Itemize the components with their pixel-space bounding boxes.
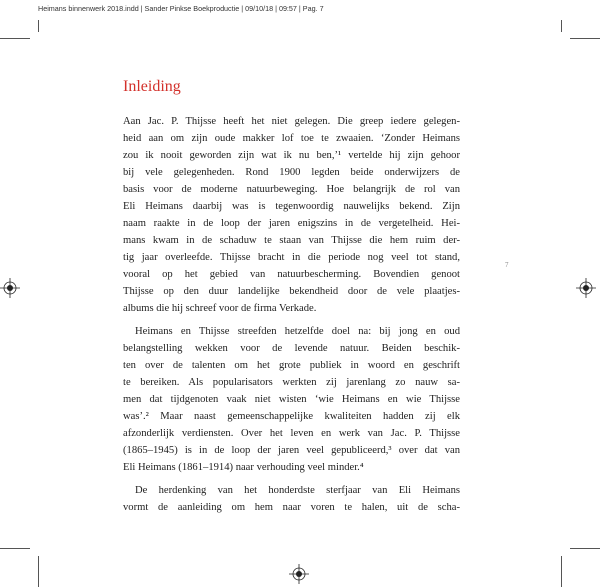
text-line: belangstelling wekken voor de levende natuur. Beiden beschik- <box>123 343 460 354</box>
slug-line: Heimans binnenwerk 2018.indd | Sander Pinkse Boekproductie | 09/10/18 | 09:57 | Pag. 7 <box>38 4 324 13</box>
text-line: albums die hij schreef voor de firma Verkade. <box>123 303 317 314</box>
text-line: Aan Jac. P. Thijsse heeft het niet gelegen. Die greep iedere gelegen- <box>123 116 460 127</box>
text-line: Eli Heimans daarbij was is tegenwoordig nauwelijks bekend. Zijn <box>123 201 460 212</box>
text-line: ten over de talenten om het grote publiek in woord en geschrift <box>123 360 460 371</box>
page-number: 7 <box>505 261 509 269</box>
text-line: vormt de aanleiding om hem naar voren te halen, uit de scha- <box>123 502 460 513</box>
registration-mark-bottom-icon <box>289 564 309 584</box>
text-line: Eli Heimans (1861–1914) naar verhouding veel minder.⁴ <box>123 462 364 473</box>
text-line: Heimans en Thijsse streefden hetzelfde doel na: bij jong en oud <box>135 326 460 337</box>
crop-mark-bottom-right-v <box>561 556 562 587</box>
text-line: vooral op het gebied van natuurbescherming. Bovendien genoot <box>123 269 460 280</box>
registration-mark-right-icon <box>576 278 596 298</box>
text-line: afzonderlijk verdiensten. Over het leven en werk van Jac. P. Thijsse <box>123 428 460 439</box>
paragraph <box>123 323 460 476</box>
crop-mark-bottom-left-h <box>0 548 30 549</box>
crop-mark-top-left-v <box>38 20 39 32</box>
text-line: Thijsse op den duur landelijke bekendheid door de vele plaatjes- <box>123 286 460 297</box>
text-line: was’.² Maar naast gemeenschappelijke kwaliteiten hadden zij elk <box>123 411 460 422</box>
body-text <box>123 113 460 516</box>
crop-mark-top-left-h <box>0 38 30 39</box>
text-line: tig jaar overleefde. Thijsse bracht in die periode nog veel tot stand, <box>123 252 460 263</box>
crop-mark-top-right-v <box>561 20 562 32</box>
text-line: basis voor de moderne natuurbeweging. Hoe belangrijk de rol van <box>123 184 460 195</box>
chapter-heading: Inleiding <box>123 78 181 95</box>
text-line: men dat tijdgenoten vaak niet wisten ‘wie Heimans en wie Thijsse <box>123 394 460 405</box>
text-line: mans kwam in de schaduw te staan van Thijsse die hem ruim der- <box>123 235 460 246</box>
text-line: te bereiken. Als popularisators werkten zij jarenlang zo nauw sa- <box>123 377 460 388</box>
text-line: heid aan om zijn oude makker lof toe te zwaaien. ‘Zonder Heimans <box>123 133 460 144</box>
crop-mark-bottom-right-h <box>570 548 600 549</box>
crop-mark-bottom-left-v <box>38 556 39 587</box>
text-line: (1865–1945) is in de loop der jaren veel gepubliceerd,³ over dat van <box>123 445 460 456</box>
registration-mark-left-icon <box>0 278 20 298</box>
text-line: bij vele gelegenheden. Rond 1900 legden beide onderwijzers de <box>123 167 460 178</box>
text-line: De herdenking van het honderdste sterfjaar van Eli Heimans <box>135 485 460 496</box>
text-line: zou ik nooit geworden zijn wat ik nu ben,’¹ vertelde hij zijn gehoor <box>123 150 460 161</box>
text-line: naam raakte in de loop der jaren enigszins in de vergetelheid. Hei- <box>123 218 460 229</box>
paragraph <box>123 113 460 317</box>
crop-mark-top-right-h <box>570 38 600 39</box>
paragraph <box>123 482 460 516</box>
